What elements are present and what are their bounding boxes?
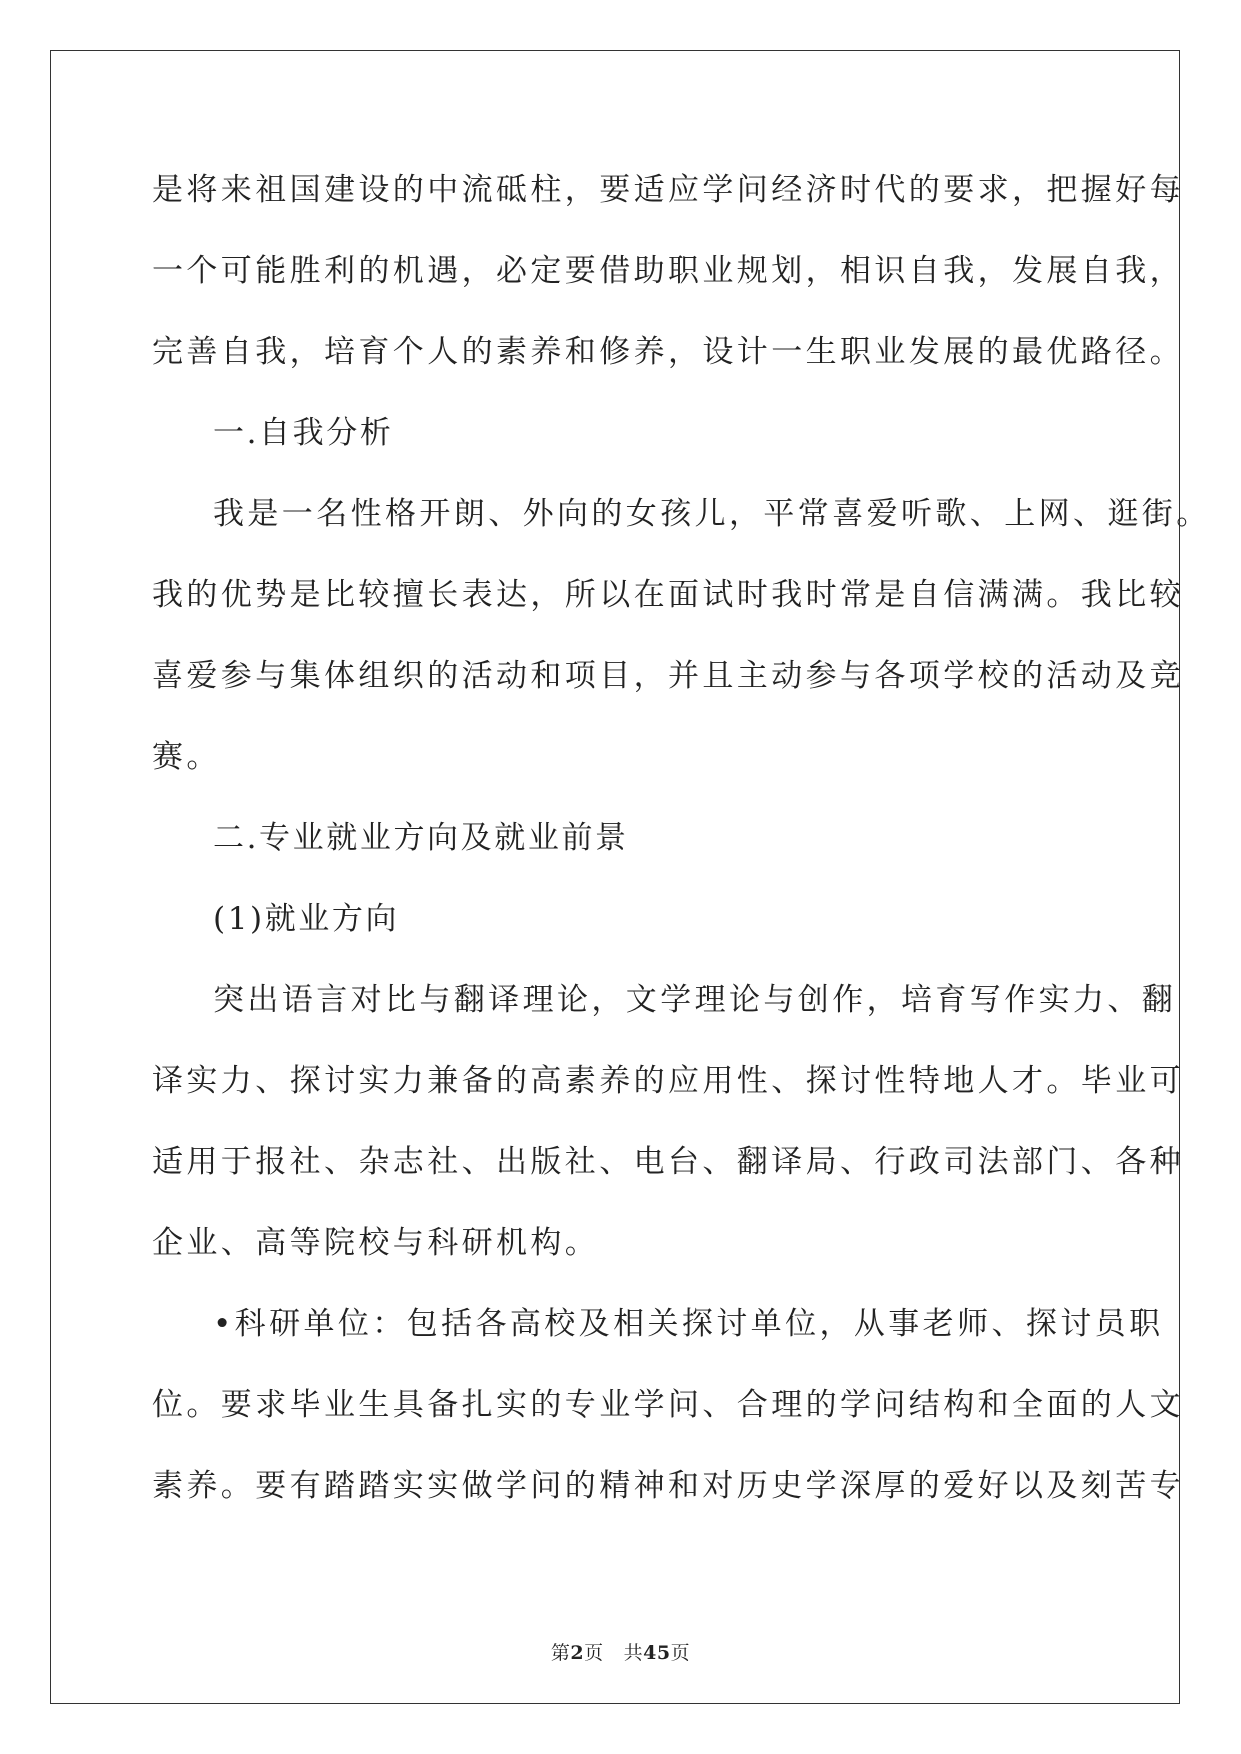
body-line: 喜爱参与集体组织的活动和项目，并且主动参与各项学校的活动及竞 [152, 658, 1184, 694]
total-prefix: 共 [623, 1642, 644, 1664]
body-line: 译实力、探讨实力兼备的高素养的应用性、探讨性特地人才。毕业可 [152, 1063, 1184, 1099]
page-number: 2 [570, 1642, 585, 1664]
total-pages: 45 [643, 1642, 671, 1664]
document-body [152, 160, 1211, 1537]
total-suffix: 页 [670, 1642, 691, 1664]
page-footer [0, 1638, 1241, 1665]
body-line: 一个可能胜利的机遇，必定要借助职业规划，相识自我，发展自我， [152, 253, 1184, 289]
body-line: 适用于报社、杂志社、出版社、电台、翻译局、行政司法部门、各种 [152, 1144, 1184, 1180]
body-line: 素养。要有踏踏实实做学问的精神和对历史学深厚的爱好以及刻苦专 [152, 1468, 1184, 1504]
subsection-heading-direction: (1)就业方向 [213, 901, 400, 937]
body-line: 赛。 [152, 739, 221, 775]
body-line: 企业、高等院校与科研机构。 [152, 1225, 600, 1261]
body-line: 我是一名性格开朗、外向的女孩儿，平常喜爱听歌、上网、逛街。 [213, 496, 1211, 532]
body-line: 突出语言对比与翻译理论，文学理论与创作，培育写作实力、翻 [213, 982, 1177, 1018]
body-line: 完善自我，培育个人的素养和修养，设计一生职业发展的最优路径。 [152, 334, 1184, 370]
bullet-line: •科研单位：包括各高校及相关探讨单位，从事老师、探讨员职 [213, 1306, 1164, 1342]
section-heading-employment: 二.专业就业方向及就业前景 [213, 820, 629, 856]
section-heading-self-analysis: 一.自我分析 [213, 415, 394, 451]
body-line: 我的优势是比较擅长表达，所以在面试时我时常是自信满满。我比较 [152, 577, 1184, 613]
page-prefix: 第 [550, 1642, 571, 1664]
page-suffix: 页 [584, 1642, 604, 1664]
body-line: 是将来祖国建设的中流砥柱，要适应学问经济时代的要求，把握好每 [152, 172, 1184, 208]
body-line: 位。要求毕业生具备扎实的专业学问、合理的学问结构和全面的人文 [152, 1387, 1184, 1423]
